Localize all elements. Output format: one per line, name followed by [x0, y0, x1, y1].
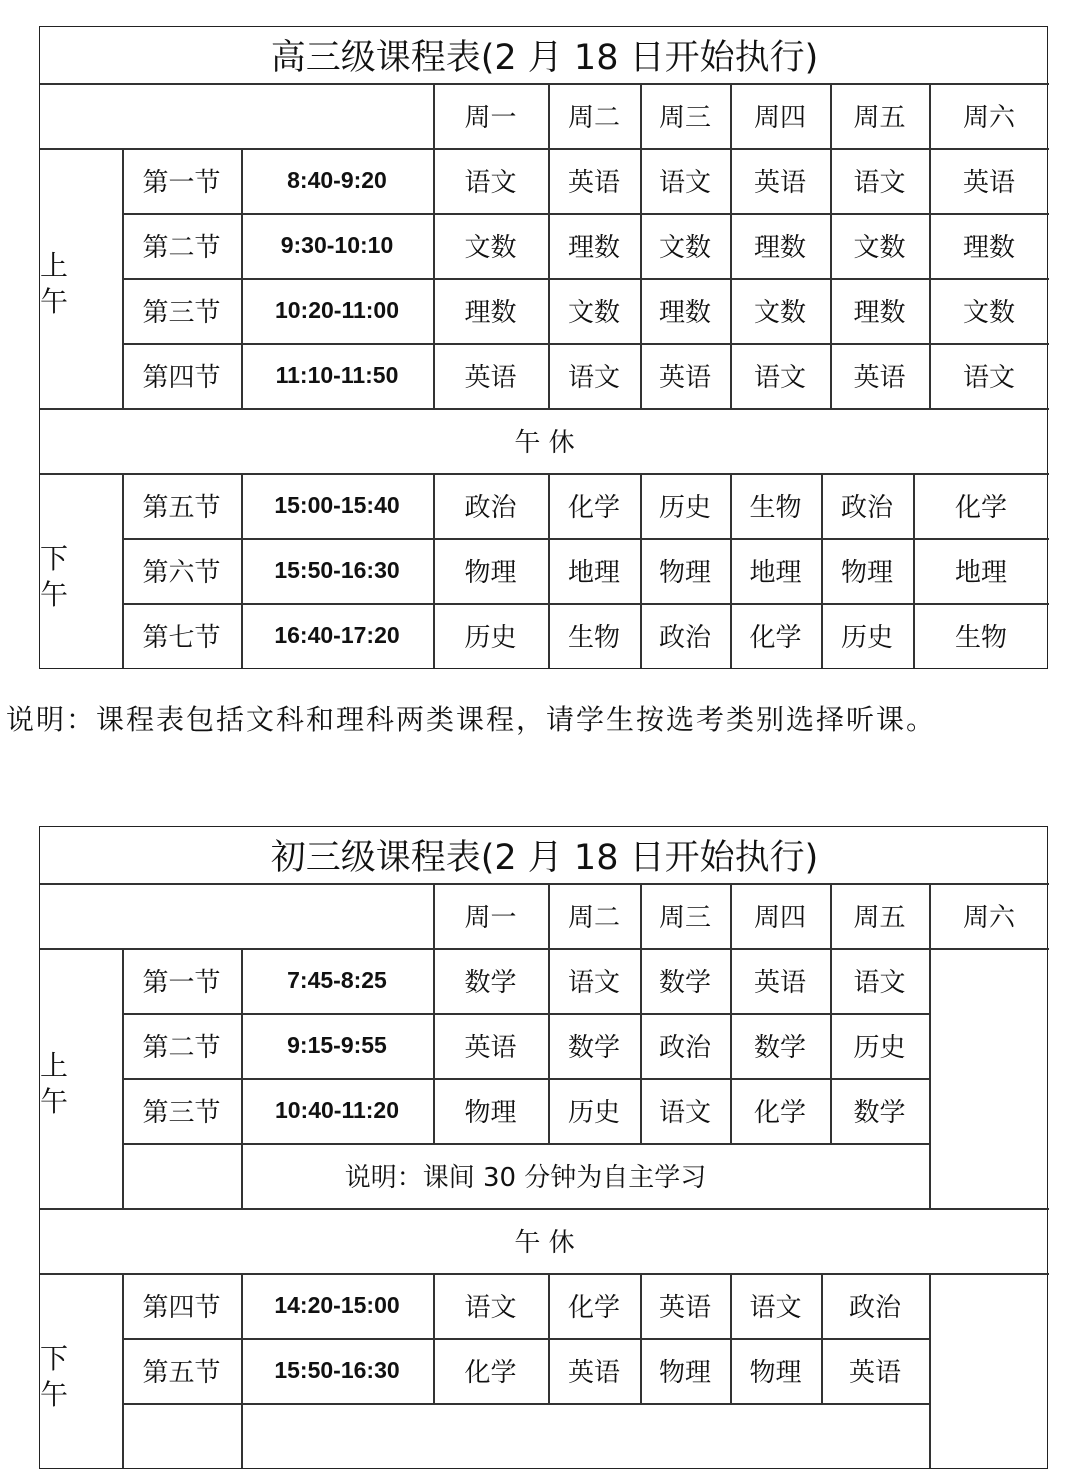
class-cell: 物理	[464, 558, 517, 588]
table-rule	[830, 83, 832, 148]
table-rule	[548, 883, 550, 948]
class-cell: 物理	[658, 558, 711, 588]
table-rule	[433, 148, 435, 408]
class-cell: 化学	[753, 1098, 806, 1128]
period-label: 第三节	[142, 1098, 221, 1128]
schedule-note: 说明：课程表包括文科和理科两类课程，请学生按选考类别选择听课。	[6, 703, 937, 736]
period-time: 16:40-17:20	[274, 622, 400, 648]
class-cell: 文数	[753, 298, 806, 328]
class-cell: 文数	[464, 233, 517, 263]
table-rule	[548, 948, 550, 1143]
noon-break-label: 午 休	[514, 1228, 575, 1258]
table-rule	[122, 948, 124, 1208]
table-rule	[640, 148, 642, 408]
class-cell: 英语	[753, 168, 806, 198]
class-cell: 语文	[658, 1098, 711, 1128]
class-cell: 语文	[753, 363, 806, 393]
table-rule	[122, 278, 1049, 280]
period-time: 10:20-11:00	[274, 297, 400, 323]
class-cell: 语文	[853, 968, 906, 998]
class-cell: 数学	[464, 968, 517, 998]
table-rule	[433, 948, 435, 1143]
table-rule	[929, 948, 931, 1208]
class-cell: 语文	[962, 363, 1015, 393]
table-title: 初三级课程表(2 月 18 日开始执行)	[270, 838, 819, 878]
period-label: 第三节	[142, 298, 221, 328]
class-cell: 数学	[567, 1033, 620, 1063]
day-header: 周六	[962, 903, 1015, 933]
table-rule	[241, 1273, 243, 1468]
period-time: 14:20-15:00	[274, 1292, 400, 1318]
class-cell: 理数	[853, 298, 906, 328]
table-rule	[122, 603, 1049, 605]
morning-label-char: 上	[40, 249, 69, 282]
table-rule	[122, 1273, 124, 1468]
day-header: 周三	[658, 103, 711, 133]
period-time: 9:30-10:10	[280, 232, 394, 258]
junior-three-schedule-table	[39, 826, 1048, 1469]
period-label: 第一节	[142, 168, 221, 198]
class-cell: 生物	[567, 623, 620, 653]
class-cell: 政治	[840, 493, 893, 523]
noon-break-label: 午 休	[514, 428, 575, 458]
table-rule	[122, 148, 124, 408]
table-rule	[821, 1273, 823, 1403]
period-time: 7:45-8:25	[287, 967, 387, 993]
class-cell: 地理	[567, 558, 620, 588]
day-header: 周一	[464, 903, 517, 933]
class-cell: 英语	[848, 1358, 901, 1388]
table-rule	[730, 83, 732, 148]
period-time: 11:10-11:50	[275, 362, 399, 388]
table-rule	[241, 473, 243, 668]
period-time: 15:50-16:30	[274, 557, 400, 583]
senior-three-schedule-table	[39, 26, 1048, 669]
class-cell: 英语	[658, 363, 711, 393]
class-cell: 语文	[853, 168, 906, 198]
morning-label-char: 午	[40, 1085, 69, 1118]
day-header: 周六	[962, 103, 1015, 133]
class-cell: 理数	[658, 298, 711, 328]
day-header: 周一	[464, 103, 517, 133]
class-cell: 历史	[658, 493, 711, 523]
class-cell: 物理	[464, 1098, 517, 1128]
class-cell: 历史	[853, 1033, 906, 1063]
period-label: 第二节	[142, 1033, 221, 1063]
class-cell: 文数	[567, 298, 620, 328]
class-cell: 地理	[749, 558, 802, 588]
table-rule	[122, 538, 1049, 540]
table-rule	[640, 473, 642, 668]
class-cell: 数学	[753, 1033, 806, 1063]
period-label: 第五节	[142, 493, 221, 523]
class-cell: 英语	[658, 1293, 711, 1323]
class-cell: 历史	[567, 1098, 620, 1128]
table-rule	[122, 213, 1049, 215]
class-cell: 理数	[464, 298, 517, 328]
period-time: 15:00-15:40	[274, 492, 400, 518]
class-cell: 语文	[749, 1293, 802, 1323]
table-rule	[433, 1273, 435, 1403]
period-label: 第二节	[142, 233, 221, 263]
class-cell: 文数	[962, 298, 1015, 328]
morning-note: 说明：课间 30 分钟为自主学习	[344, 1163, 707, 1193]
class-cell: 物理	[840, 558, 893, 588]
period-label: 第七节	[142, 623, 221, 653]
class-cell: 语文	[464, 168, 517, 198]
table-rule	[929, 1273, 931, 1468]
period-label: 第四节	[142, 1293, 221, 1323]
afternoon-label	[40, 1273, 98, 1468]
table-rule	[122, 1338, 929, 1340]
class-cell: 化学	[464, 1358, 517, 1388]
class-cell: 文数	[853, 233, 906, 263]
class-cell: 英语	[464, 1033, 517, 1063]
table-rule	[913, 473, 915, 668]
class-cell: 语文	[658, 168, 711, 198]
table-rule	[548, 148, 550, 408]
table-rule	[929, 883, 931, 948]
table-rule	[640, 83, 642, 148]
class-cell: 政治	[848, 1293, 901, 1323]
day-header: 周五	[853, 103, 906, 133]
table-rule	[640, 948, 642, 1143]
table-rule	[929, 83, 931, 148]
period-time: 15:50-16:30	[274, 1357, 400, 1383]
table-rule	[730, 1273, 732, 1403]
day-header: 周三	[658, 903, 711, 933]
morning-label	[40, 948, 98, 1208]
table-rule	[122, 343, 1049, 345]
class-cell: 历史	[840, 623, 893, 653]
day-header: 周二	[567, 103, 620, 133]
class-cell: 政治	[658, 623, 711, 653]
afternoon-label-char: 午	[40, 577, 69, 611]
class-cell: 数学	[853, 1098, 906, 1128]
period-label: 第四节	[142, 363, 221, 393]
class-cell: 化学	[567, 493, 620, 523]
class-cell: 英语	[853, 363, 906, 393]
table-rule	[241, 948, 243, 1208]
day-header: 周四	[753, 903, 806, 933]
class-cell: 英语	[962, 168, 1015, 198]
table-rule	[730, 948, 732, 1143]
period-time: 8:40-9:20	[287, 167, 387, 193]
table-rule	[640, 1273, 642, 1403]
table-rule	[730, 148, 732, 408]
day-header: 周二	[567, 903, 620, 933]
table-rule	[830, 948, 832, 1143]
class-cell: 政治	[658, 1033, 711, 1063]
class-cell: 理数	[962, 233, 1015, 263]
class-cell: 化学	[567, 1293, 620, 1323]
class-cell: 英语	[567, 1358, 620, 1388]
table-title: 高三级课程表(2 月 18 日开始执行)	[270, 38, 819, 78]
table-rule	[241, 148, 243, 408]
class-cell: 地理	[954, 558, 1007, 588]
table-rule	[122, 1013, 929, 1015]
period-label: 第一节	[142, 968, 221, 998]
period-label: 第六节	[142, 558, 221, 588]
table-rule	[122, 473, 124, 668]
table-rule	[433, 83, 435, 148]
class-cell: 历史	[464, 623, 517, 653]
morning-label-char: 上	[40, 1049, 69, 1082]
day-header: 周五	[853, 903, 906, 933]
table-rule	[830, 883, 832, 948]
class-cell: 语文	[567, 363, 620, 393]
table-rule	[122, 1078, 929, 1080]
class-cell: 物理	[749, 1358, 802, 1388]
class-cell: 文数	[658, 233, 711, 263]
day-header: 周四	[753, 103, 806, 133]
table-rule	[122, 1403, 929, 1405]
table-rule	[433, 883, 435, 948]
afternoon-label-char: 下	[40, 1341, 69, 1375]
period-time: 9:15-9:55	[287, 1032, 387, 1058]
period-label: 第五节	[142, 1358, 221, 1388]
table-rule	[730, 473, 732, 668]
period-time: 10:40-11:20	[274, 1097, 400, 1123]
class-cell: 生物	[749, 493, 802, 523]
afternoon-label-char: 下	[40, 541, 69, 575]
class-cell: 政治	[464, 493, 517, 523]
morning-label-char: 午	[40, 285, 69, 318]
table-rule	[821, 473, 823, 668]
class-cell: 理数	[753, 233, 806, 263]
class-cell: 理数	[567, 233, 620, 263]
class-cell: 化学	[749, 623, 802, 653]
class-cell: 物理	[658, 1358, 711, 1388]
table-rule	[548, 1273, 550, 1403]
class-cell: 数学	[658, 968, 711, 998]
class-cell: 英语	[567, 168, 620, 198]
table-rule	[640, 883, 642, 948]
class-cell: 英语	[753, 968, 806, 998]
class-cell: 语文	[464, 1293, 517, 1323]
table-rule	[830, 148, 832, 408]
afternoon-label-char: 午	[40, 1377, 69, 1411]
table-rule	[929, 148, 931, 408]
table-rule	[548, 473, 550, 668]
class-cell: 生物	[954, 623, 1007, 653]
table-rule	[433, 473, 435, 668]
afternoon-label	[40, 473, 98, 668]
class-cell: 语文	[567, 968, 620, 998]
morning-label	[40, 148, 98, 408]
table-rule	[730, 883, 732, 948]
table-rule	[548, 83, 550, 148]
class-cell: 英语	[464, 363, 517, 393]
class-cell: 化学	[954, 493, 1007, 523]
